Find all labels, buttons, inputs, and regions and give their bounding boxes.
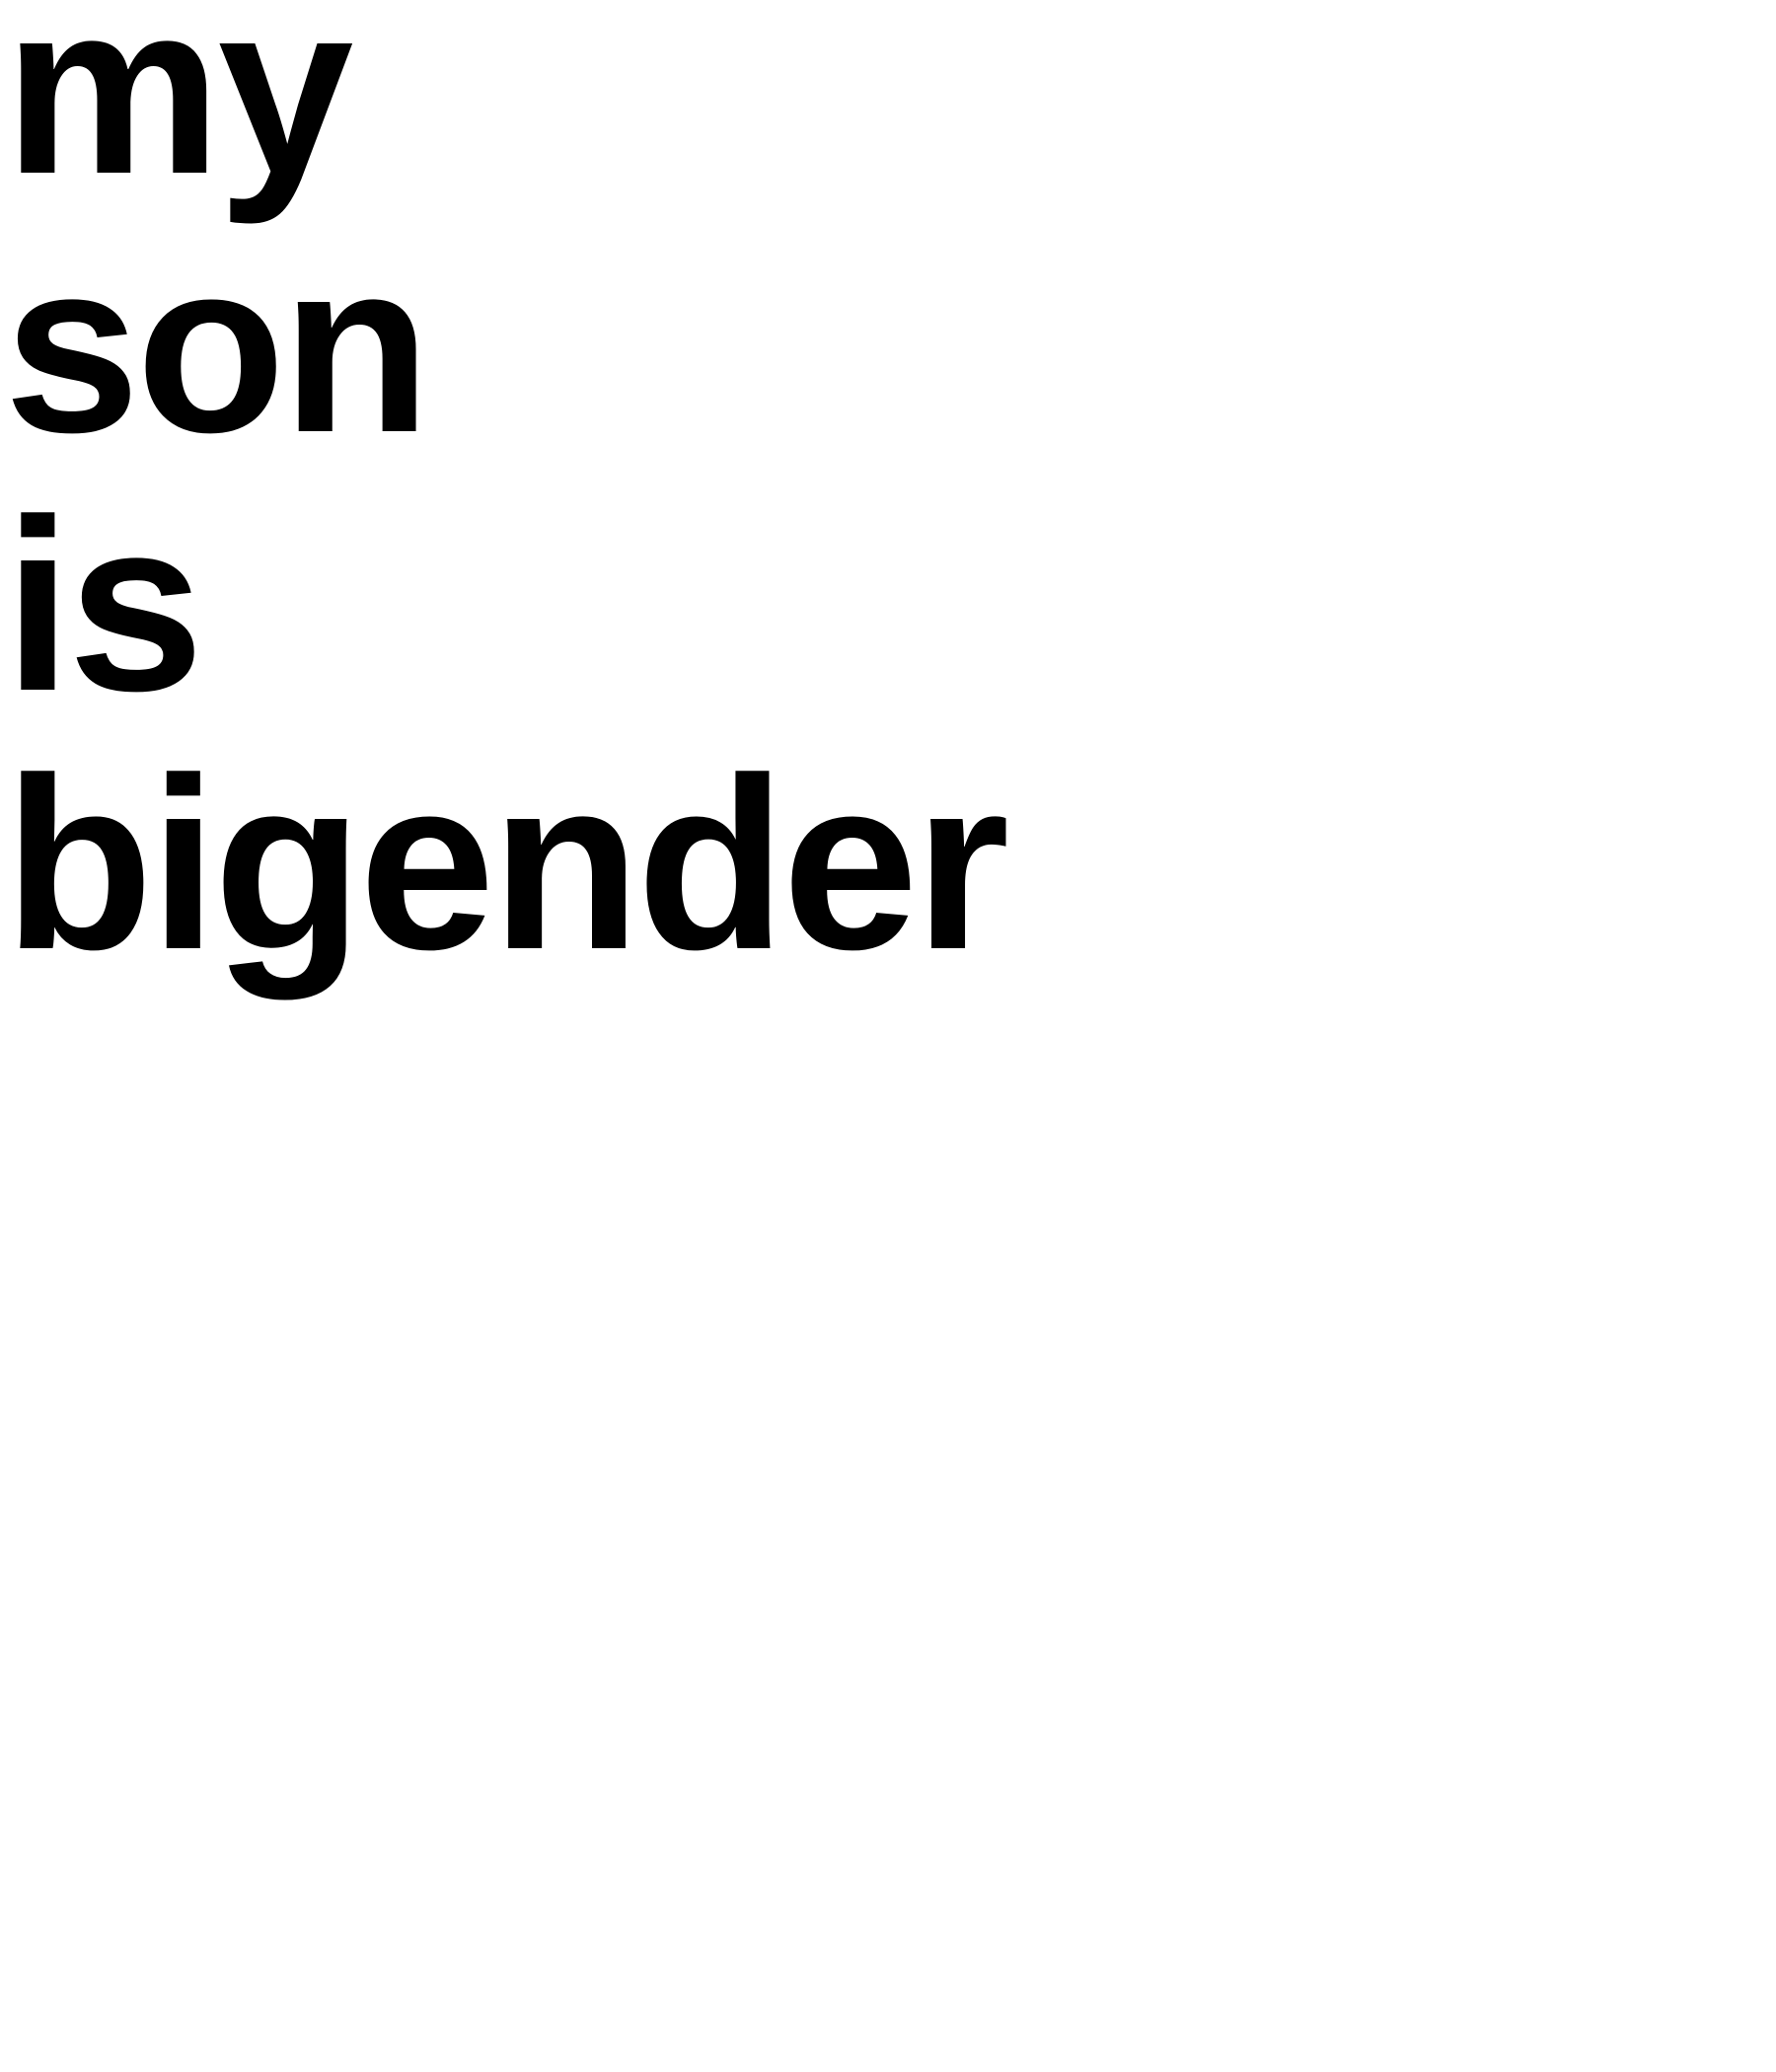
headline-stack: [4, 0, 1006, 1000]
headline-word-is: is: [4, 468, 200, 742]
headline-word-bigender: bigender: [4, 726, 1006, 1000]
headline-word-my: my: [4, 0, 350, 225]
headline-word-son: son: [4, 209, 427, 483]
